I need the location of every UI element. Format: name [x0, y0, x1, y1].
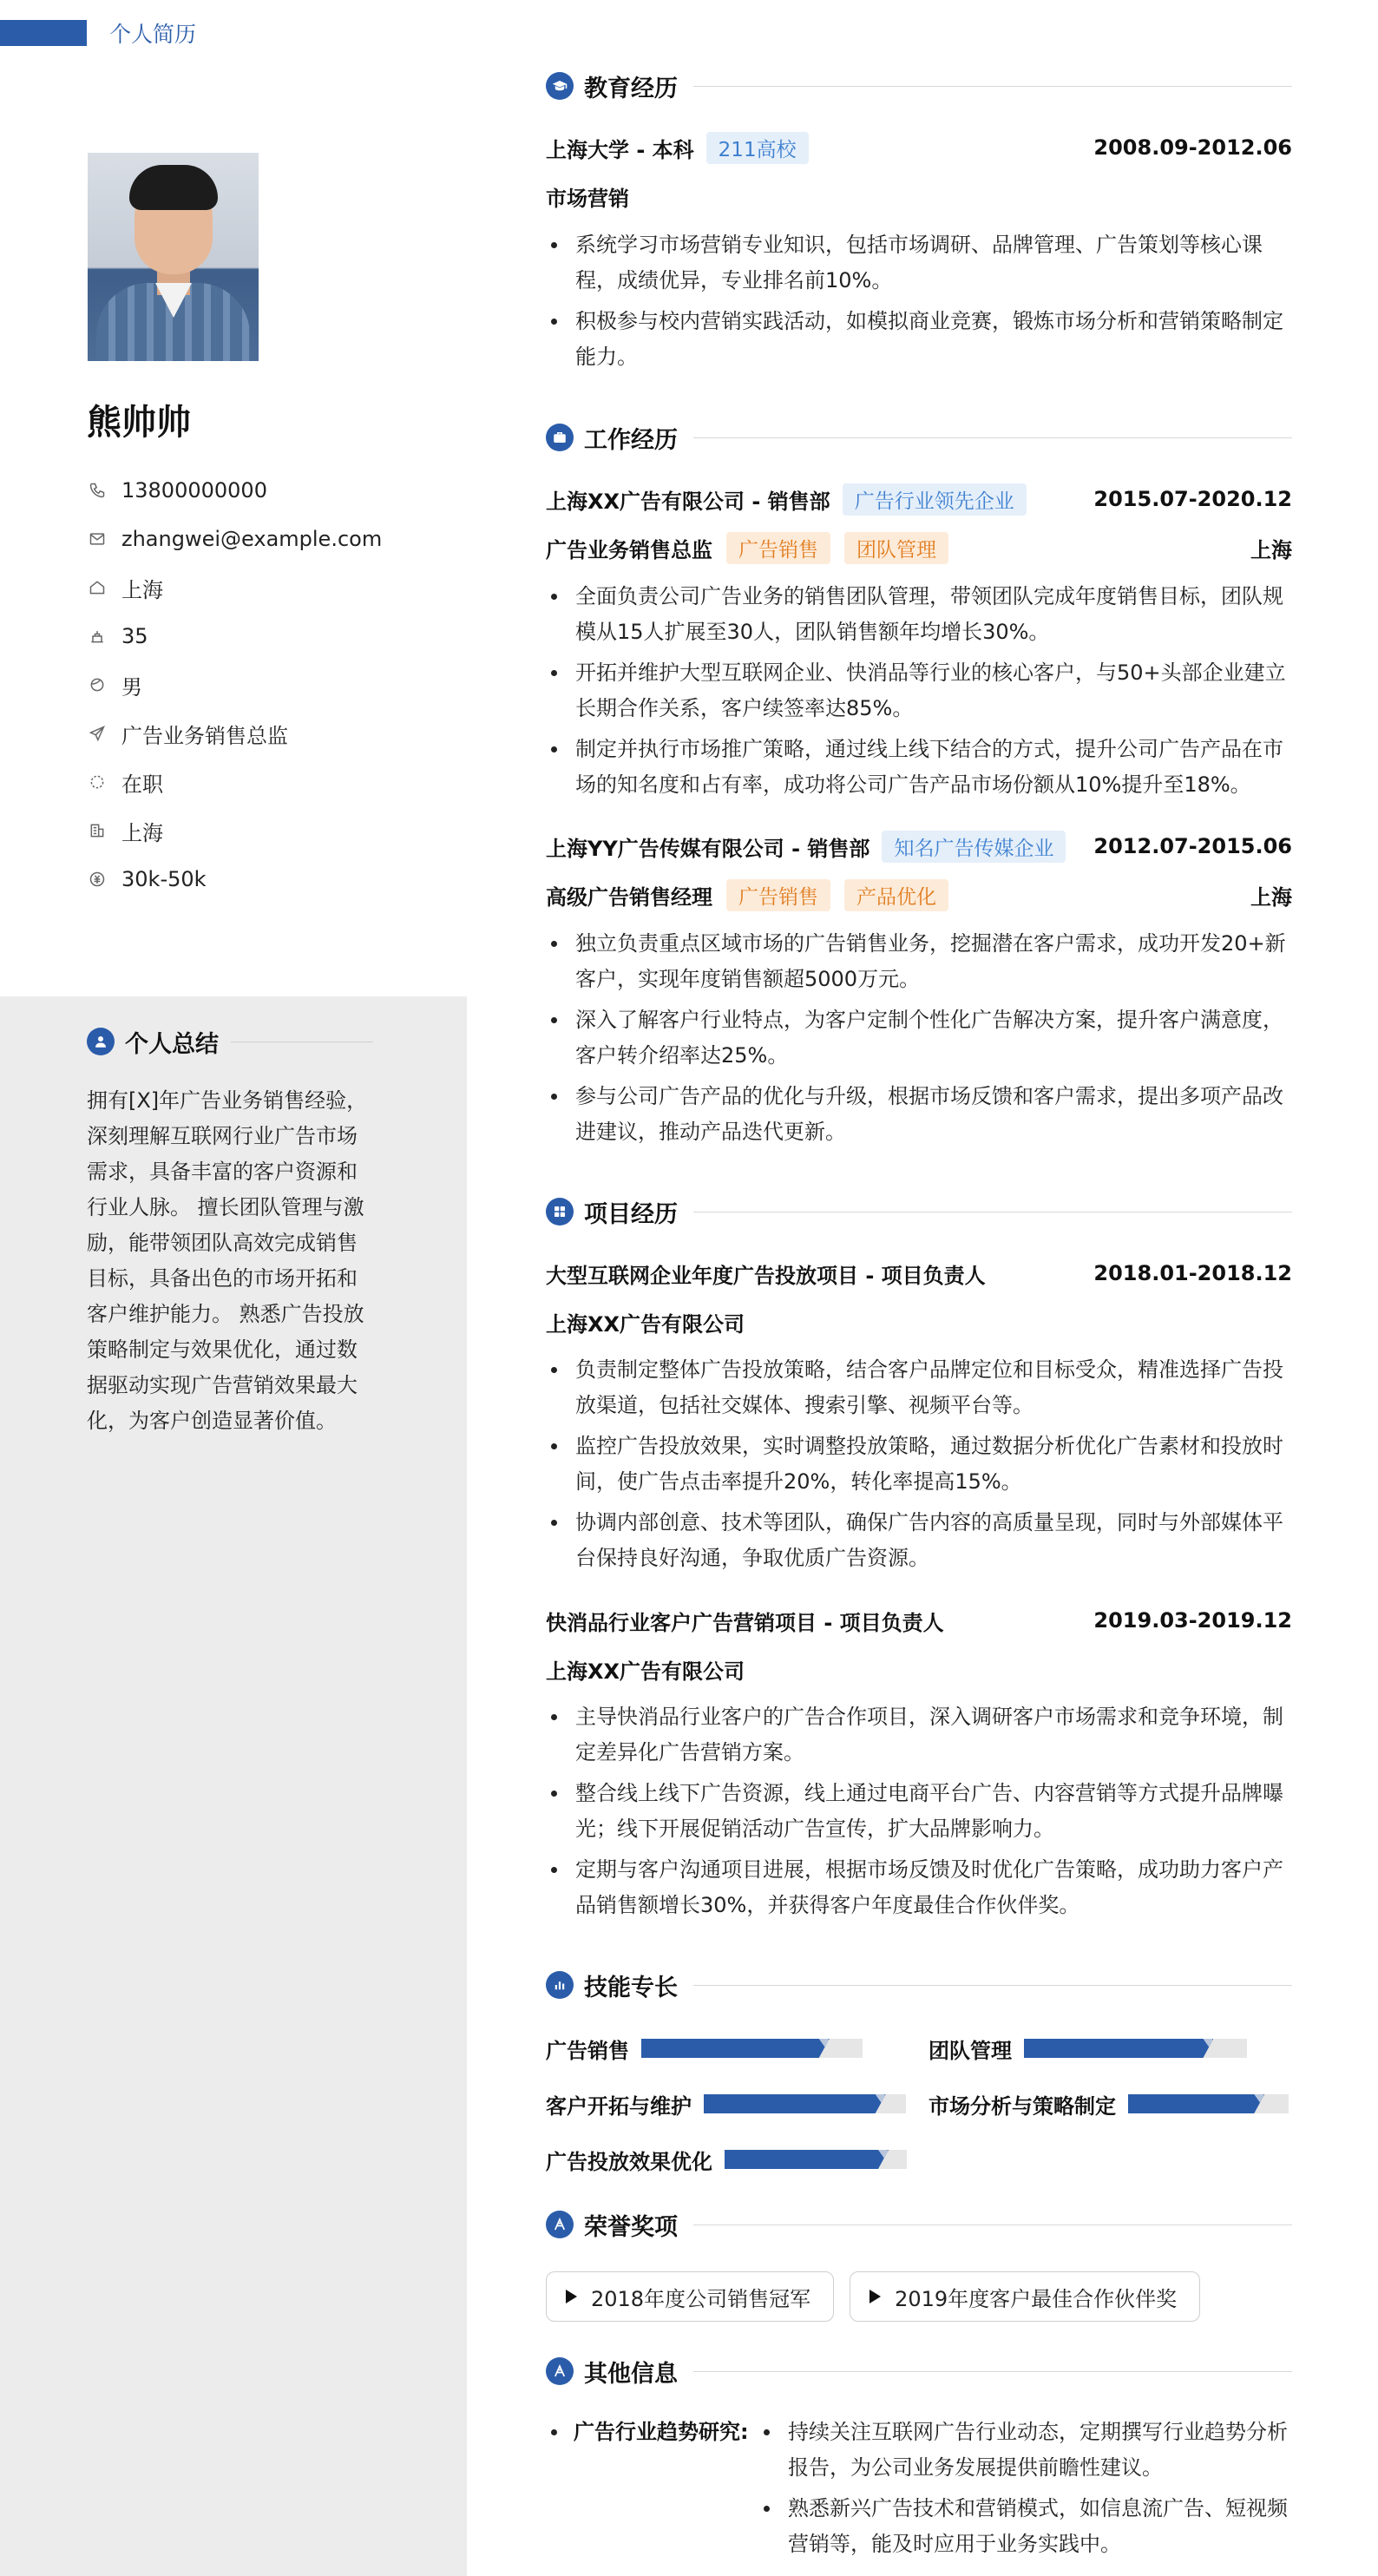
project-period: 2018.01-2018.12 [1093, 1261, 1292, 1285]
education-title: 教育经历 [584, 75, 678, 102]
job-row [546, 831, 1292, 862]
bar-chart-icon [546, 1971, 574, 1999]
briefcase-icon [546, 424, 574, 451]
project-bullets [546, 1352, 1292, 1581]
status-icon [87, 772, 108, 792]
project-company-row [546, 1306, 1292, 1337]
skill-fill [725, 2150, 889, 2169]
divider [693, 86, 1292, 87]
project-name: 快消品行业客户广告营销项目 - 项目负责人 [546, 1610, 944, 1635]
list-item: 独立负责重点区域市场的广告销售业务，挖掘潜在客户需求，成功开发20+新客户，实现年度销售额超5000万元。 [546, 926, 1292, 997]
other-heading [546, 2354, 1292, 2389]
job-period: 2015.07-2020.12 [1093, 487, 1292, 511]
other-title: 其他信息 [584, 2360, 678, 2388]
play-icon [869, 2290, 881, 2303]
job-city: 上海 [1250, 537, 1292, 562]
company-badge: 知名广告传媒企业 [882, 831, 1066, 863]
info-text: 上海 [121, 577, 163, 602]
info-position [87, 709, 451, 758]
award-label: 2019年度客户最佳合作伙伴奖 [895, 2286, 1178, 2311]
major-row [546, 181, 1292, 212]
skill-bar [641, 2039, 863, 2058]
job-row [546, 483, 1292, 515]
contact-info-list [87, 466, 451, 904]
skill-bar [704, 2094, 906, 2113]
salary-icon [87, 869, 108, 890]
job-bullets [546, 579, 1292, 808]
skill-label: 客户开拓与维护 [546, 2093, 692, 2119]
info-phone [87, 466, 451, 515]
skill-bar [1024, 2039, 1247, 2058]
info-status [87, 758, 451, 806]
skill-label: 市场分析与策略制定 [929, 2093, 1116, 2119]
education-period: 2008.09-2012.06 [1093, 135, 1292, 160]
award-chip [850, 2271, 1200, 2322]
info-text: 13800000000 [121, 478, 267, 503]
home-icon [87, 577, 108, 598]
projects-heading [546, 1194, 1292, 1229]
company-name: 上海YY广告传媒有限公司 - 销售部 [546, 836, 870, 861]
info-badge-icon [546, 2357, 574, 2385]
project-row [546, 1605, 1292, 1636]
divider [693, 1985, 1292, 1986]
info-gender [87, 660, 451, 709]
other-item [546, 2415, 1292, 2567]
list-item: 定期与客户沟通项目进展，根据市场反馈及时优化广告策略，成功助力客户产品销售额增长30%，并获得客户年度最佳合作伙伴奖。 [546, 1852, 1292, 1923]
grid-icon [546, 1198, 574, 1226]
skill-label: 广告销售 [546, 2038, 629, 2063]
awards-list [546, 2271, 1200, 2322]
skill-label: 团队管理 [929, 2038, 1012, 2063]
skill-item [546, 2091, 906, 2117]
mail-icon [87, 529, 108, 549]
role-tag: 产品优化 [844, 879, 948, 911]
list-item: 持续关注互联网广告行业动态，定期撰写行业趋势分析报告，为公司业务发展提供前瞻性建议。 [758, 2415, 1292, 2486]
skills-heading [546, 1968, 1292, 2002]
list-item: 负责制定整体广告投放策略，结合客户品牌定位和目标受众，精准选择广告投放渠道，包括社交媒体、搜索引擎、视频平台等。 [546, 1352, 1292, 1423]
project-company-row [546, 1653, 1292, 1685]
info-text: 广告业务销售总监 [121, 723, 288, 748]
info-text: 上海 [121, 820, 163, 845]
skills-title: 技能专长 [584, 1974, 678, 2001]
info-text: 男 [121, 674, 142, 700]
education-bullets [546, 227, 1292, 380]
major: 市场营销 [546, 186, 629, 211]
graduation-cap-icon [546, 72, 574, 100]
resume-tag-label: 个人简历 [109, 22, 197, 47]
award-chip [546, 2271, 834, 2322]
summary-title: 个人总结 [125, 1030, 219, 1058]
skill-fill [641, 2039, 830, 2058]
info-text: 35 [121, 624, 148, 648]
job-bullets [546, 926, 1292, 1155]
building-icon [87, 820, 108, 841]
role-title: 高级广告销售经理 [546, 884, 712, 910]
other-key: 广告行业趋势研究: [574, 2420, 749, 2444]
user-icon [87, 1028, 115, 1055]
list-item: 全面负责公司广告业务的销售团队管理，带领团队完成年度销售目标，团队规模从15人扩展至30人，团队销售额年均增长30%。 [546, 579, 1292, 650]
info-age [87, 612, 451, 660]
send-icon [87, 723, 108, 744]
list-item: 积极参与校内营销实践活动，如模拟商业竞赛，锻炼市场分析和营销策略制定能力。 [546, 304, 1292, 375]
awards-title: 荣誉奖项 [584, 2213, 678, 2241]
play-icon [566, 2290, 577, 2303]
age-icon [87, 626, 108, 647]
candidate-name: 熊帅帅 [87, 403, 191, 443]
job-period: 2012.07-2015.06 [1093, 834, 1292, 858]
info-text: 30k-50k [121, 867, 207, 891]
role-row [546, 532, 1292, 563]
skill-item [929, 2035, 1247, 2061]
info-city [87, 806, 451, 855]
tag-bar [0, 20, 87, 46]
list-item: 参与公司广告产品的优化与升级，根据市场反馈和客户需求，提出多项产品改进建议，推动产品迭代更新。 [546, 1079, 1292, 1150]
list-item: 深入了解客户行业特点，为客户定制个性化广告解决方案，提升客户满意度，客户转介绍率达25%。 [546, 1002, 1292, 1074]
list-item: 系统学习市场营销专业知识，包括市场调研、品牌管理、广告策划等核心课程，成绩优异，专业排名前10%。 [546, 227, 1292, 299]
work-title: 工作经历 [584, 426, 678, 454]
award-label: 2018年度公司销售冠军 [591, 2286, 811, 2311]
project-period: 2019.03-2019.12 [1093, 1608, 1292, 1633]
projects-title: 项目经历 [584, 1200, 678, 1228]
role-tag: 团队管理 [844, 532, 948, 564]
divider [693, 2371, 1292, 2372]
info-salary [87, 855, 451, 904]
info-email [87, 515, 451, 563]
skill-fill [704, 2094, 886, 2113]
education-row [546, 132, 1292, 163]
role-title: 广告业务销售总监 [546, 537, 712, 562]
skill-item [546, 2035, 863, 2061]
company-name: 上海XX广告有限公司 - 销售部 [546, 489, 830, 514]
skill-fill [1024, 2039, 1213, 2058]
divider [693, 2224, 1292, 2225]
school-badge: 211高校 [706, 132, 809, 164]
divider [693, 437, 1292, 438]
project-company: 上海XX广告有限公司 [546, 1311, 745, 1337]
awards-heading [546, 2207, 1292, 2242]
info-text: 在职 [121, 772, 163, 797]
resume-tag [0, 20, 196, 46]
summary-text: 拥有[X]年广告业务销售经验，深刻理解互联网行业广告市场需求，具备丰富的客户资源和行业人脉。 擅长团队管理与激励，能带领团队高效完成销售目标，具备出色的市场开拓和客户维护能力。 熟悉广告投放策略制定与效果优化，通过数据驱动实现广告营销效果最大化，为客户创造显著价值。 [87, 1088, 368, 1433]
gender-icon [87, 674, 108, 695]
list-item: 监控广告投放效果，实时调整投放策略，通过数据分析优化广告素材和投放时间，使广告点击率提升20%，转化率提高15%。 [546, 1429, 1292, 1500]
job-city: 上海 [1250, 884, 1292, 910]
education-heading [546, 69, 1292, 103]
avatar [88, 153, 259, 361]
school-name: 上海大学 - 本科 [546, 137, 694, 162]
work-heading [546, 420, 1292, 455]
list-item: 协调内部创意、技术等团队，确保广告内容的高质量呈现，同时与外部媒体平台保持良好沟通，争取优质广告资源。 [546, 1505, 1292, 1576]
list-item: 熟悉新兴广告技术和营销模式，如信息流广告、短视频营销等，能及时应用于业务实践中。 [758, 2491, 1292, 2562]
list-item: 主导快消品行业客户的广告合作项目，深入调研客户市场需求和竞争环境，制定差异化广告营销方案。 [546, 1699, 1292, 1771]
company-badge: 广告行业领先企业 [843, 483, 1027, 516]
skill-label: 广告投放效果优化 [546, 2149, 712, 2174]
award-icon [546, 2211, 574, 2238]
list-item: 开拓并维护大型互联网企业、快消品等行业的核心客户，与50+头部企业建立长期合作关系，客户续签率达85%。 [546, 655, 1292, 726]
skill-item [929, 2091, 1289, 2117]
skill-item [546, 2146, 907, 2172]
info-text: zhangwei@example.com [121, 527, 383, 551]
role-row [546, 879, 1292, 910]
role-tag: 广告销售 [726, 879, 830, 911]
summary-heading [87, 1024, 373, 1059]
project-name: 大型互联网企业年度广告投放项目 - 项目负责人 [546, 1263, 986, 1288]
role-tag: 广告销售 [726, 532, 830, 564]
project-bullets [546, 1699, 1292, 1929]
phone-icon [87, 480, 108, 501]
info-location [87, 563, 451, 612]
other-list [546, 2415, 1292, 2567]
project-row [546, 1258, 1292, 1289]
project-company: 上海XX广告有限公司 [546, 1659, 745, 1684]
skill-bar [725, 2150, 907, 2169]
skill-fill [1128, 2094, 1264, 2113]
list-item: 整合线上线下广告资源，线上通过电商平台广告、内容营销等方式提升品牌曝光；线下开展促销活动广告宣传，扩大品牌影响力。 [546, 1776, 1292, 1847]
skill-bar [1128, 2094, 1289, 2113]
list-item: 制定并执行市场推广策略，通过线上线下结合的方式，提升公司广告产品在市场的知名度和占有率，成功将公司广告产品市场份额从10%提升至18%。 [546, 732, 1292, 803]
